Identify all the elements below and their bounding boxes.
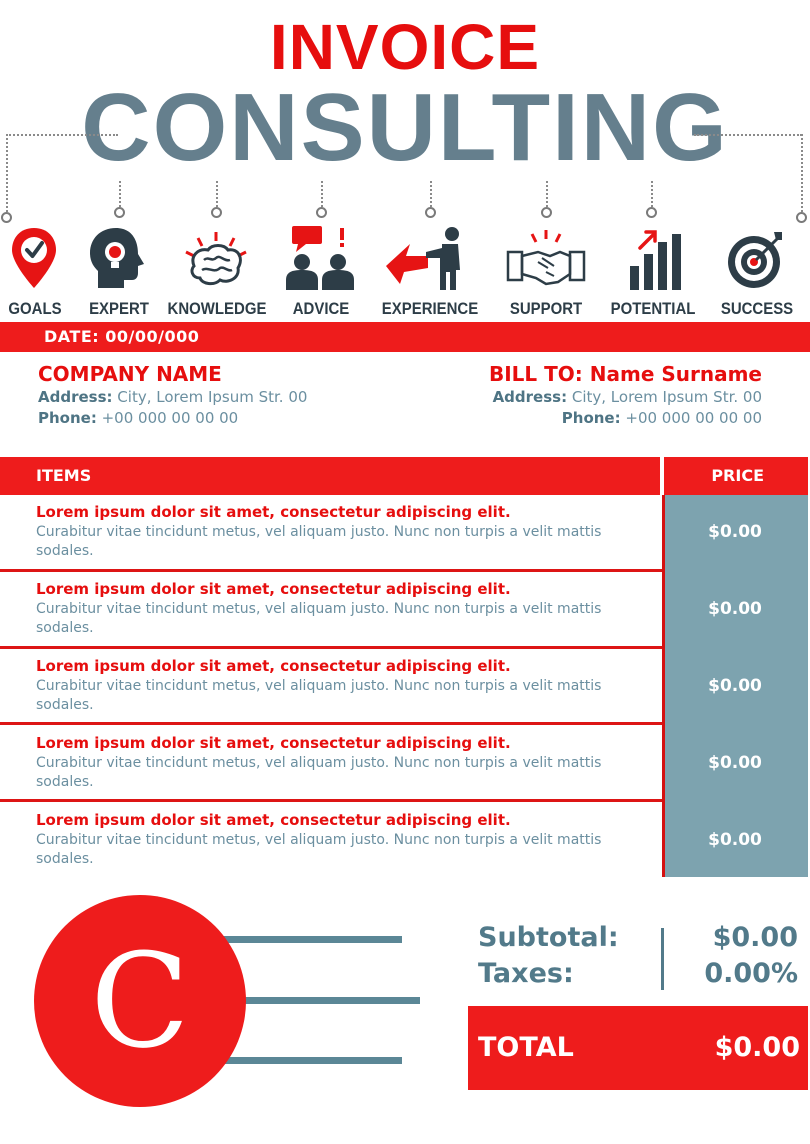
item-title: Lorem ipsum dolor sit amet, consectetur adipiscing elit. [36, 657, 511, 675]
total-value: $0.00 [714, 1032, 800, 1063]
company-phone-label: Phone: [38, 409, 97, 427]
row-separator [0, 722, 662, 725]
item-title: Lorem ipsum dolor sit amet, consectetur adipiscing elit. [36, 580, 511, 598]
summary-separator [661, 928, 664, 990]
logo-letter: C [90, 925, 190, 1077]
icon-label-potential: POTENTIAL [610, 299, 696, 318]
item-description: Curabitur vitae tincidunt metus, vel aliquam justo. Nunc non turpis a velit mattis sodales. [36, 601, 602, 636]
item-description: Curabitur vitae tincidunt metus, vel aliquam justo. Nunc non turpis a velit mattis sodales. [36, 755, 602, 790]
target-icon [716, 226, 796, 290]
column-header-price: PRICE [711, 466, 764, 485]
icon-label-goals: GOALS [8, 299, 62, 318]
company-address-value: City, Lorem Ipsum Str. 00 [117, 388, 308, 406]
bill-to-address-label: Address: [492, 388, 568, 406]
company-name: COMPANY NAME [38, 362, 222, 386]
taxes-value: 0.00% [704, 958, 798, 989]
item-price: $0.00 [708, 599, 762, 619]
bill-to-phone-value: +00 000 00 00 00 [625, 409, 762, 427]
date-bar [0, 322, 810, 352]
item-description: Curabitur vitae tincidunt metus, vel aliquam justo. Nunc non turpis a velit mattis sodales. [36, 678, 602, 713]
item-title: Lorem ipsum dolor sit amet, consectetur adipiscing elit. [36, 811, 511, 829]
header-separator [660, 457, 664, 495]
bill-to-address-value: City, Lorem Ipsum Str. 00 [571, 388, 762, 406]
table-row [0, 495, 660, 569]
item-price: $0.00 [708, 676, 762, 696]
table-row [0, 649, 660, 723]
item-description: Curabitur vitae tincidunt metus, vel aliquam justo. Nunc non turpis a velit mattis sodales. [36, 524, 602, 559]
icon-label-success: SUCCESS [720, 299, 794, 318]
icon-label-advice: ADVICE [292, 299, 350, 318]
growth-bars-icon [612, 226, 692, 290]
item-title: Lorem ipsum dolor sit amet, consectetur adipiscing elit. [36, 503, 511, 521]
brain-icon [176, 226, 256, 290]
bill-to-phone-label: Phone: [561, 409, 621, 427]
table-row [0, 803, 660, 877]
icon-label-knowledge: KNOWLEDGE [167, 299, 267, 318]
column-header-items: ITEMS [36, 466, 92, 485]
invoice-date: DATE: 00/00/000 [44, 327, 200, 346]
company-phone [38, 409, 238, 427]
company-logo [34, 895, 246, 1107]
total-box [468, 1006, 808, 1090]
icon-label-support: SUPPORT [509, 299, 583, 318]
row-separator [0, 799, 662, 802]
item-description: Curabitur vitae tincidunt metus, vel aliquam justo. Nunc non turpis a velit mattis sodales. [36, 832, 602, 867]
person-pointing-icon [384, 226, 464, 290]
map-pin-check-icon [0, 226, 74, 290]
people-speech-icon [282, 226, 362, 290]
invoice-title: INVOICE [269, 11, 541, 83]
item-title: Lorem ipsum dolor sit amet, consectetur adipiscing elit. [36, 734, 511, 752]
company-phone-value: +00 000 00 00 00 [101, 409, 239, 427]
item-price: $0.00 [708, 522, 762, 542]
subtotal-label: Subtotal: [478, 922, 619, 953]
table-row [0, 726, 660, 800]
item-price: $0.00 [708, 830, 762, 850]
items-table-header [0, 457, 808, 495]
bill-to-name: BILL TO: Name Surname [489, 362, 762, 386]
company-address [38, 388, 307, 406]
taxes-label: Taxes: [478, 958, 574, 989]
subtotal-value: $0.00 [712, 922, 798, 953]
table-row [0, 572, 660, 646]
handshake-icon [506, 226, 586, 290]
item-price: $0.00 [708, 753, 762, 773]
icon-label-experience: EXPERIENCE [381, 299, 479, 318]
company-address-label: Address: [38, 388, 113, 406]
icon-label-expert: EXPERT [89, 299, 149, 318]
consulting-title: CONSULTING [81, 74, 729, 181]
total-label: TOTAL [478, 1032, 574, 1063]
head-lightbulb-icon [78, 226, 158, 290]
bill-to-phone [562, 409, 762, 427]
bill-to-address [493, 388, 762, 406]
